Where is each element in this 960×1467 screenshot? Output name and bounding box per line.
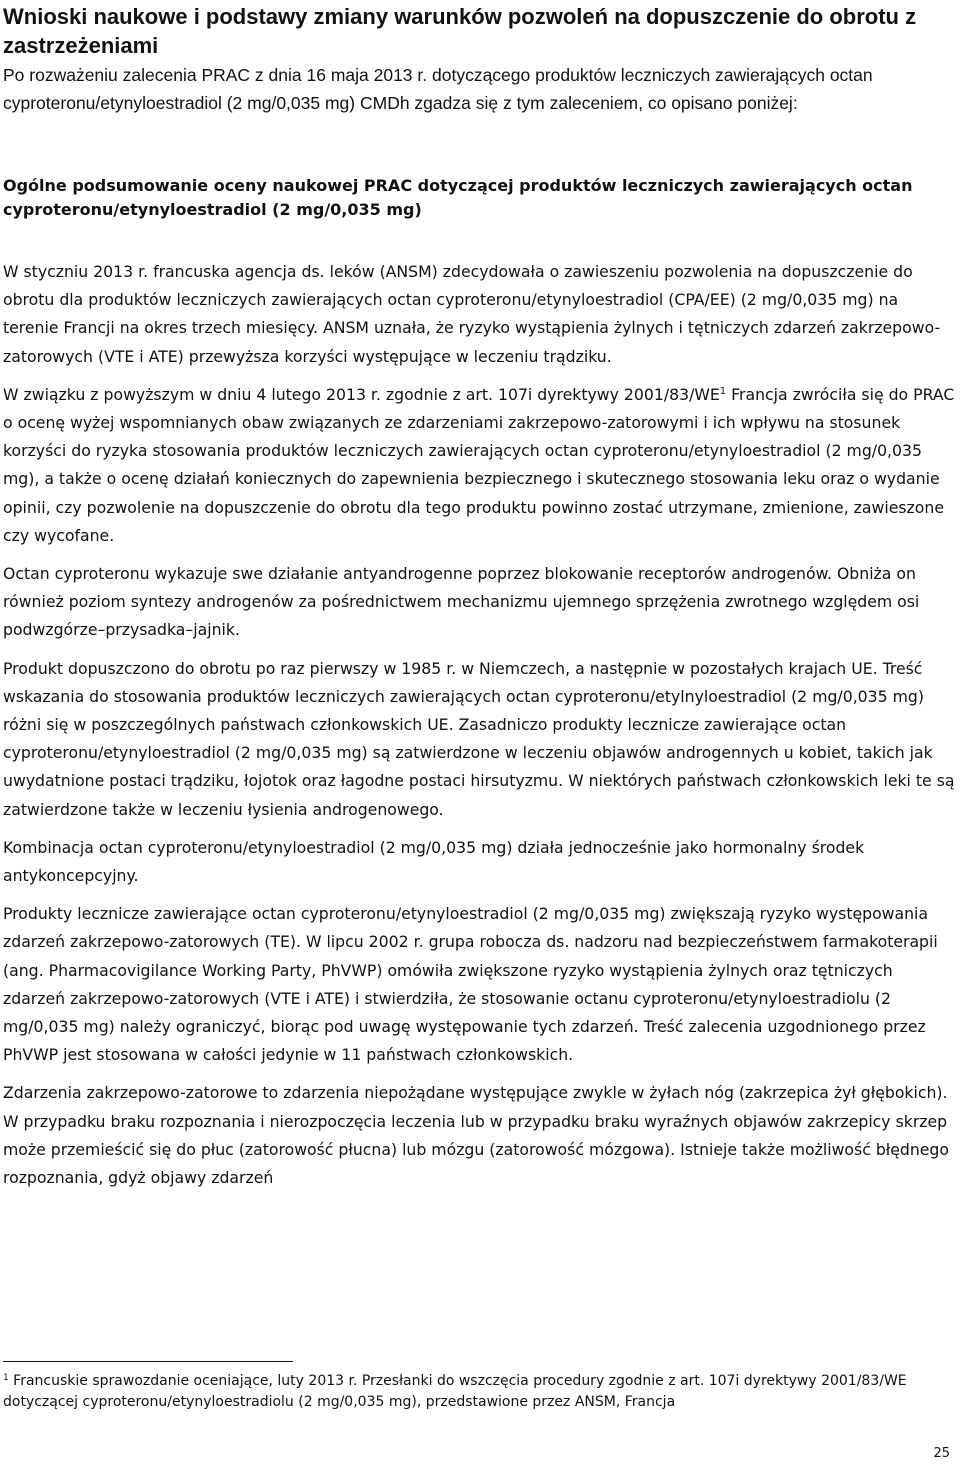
paragraph-mechanism: Octan cyproteronu wykazuje swe działanie antyandrogenne poprzez blokowanie receptorów androgenów. Obniża on również poziom syntezy androgenów za pośrednictwem mechanizmu ujemnego sprzężenia zwrotnego względem osi podwzgórze–przysadka–jajnik. xyxy=(3,564,920,640)
paragraph-contraceptive: Kombinacja octan cyproteronu/etynyloestradiol (2 mg/0,035 mg) działa jednocześnie jako hormonalny środek antykoncepcyjny. xyxy=(3,837,865,886)
intro-paragraph: Po rozważeniu zalecenia PRAC z dnia 16 maja 2013 r. dotyczącego produktów leczniczych zawierających octan cyproteronu/etynyloestradiol (2 mg/0,035 mg) CMDh zgadza się z tym zaleceniem, co opisano poniżej: xyxy=(3,65,873,113)
footnote xyxy=(3,1371,955,1413)
page-number: 25 xyxy=(933,1446,950,1461)
footnote-text: Francuskie sprawozdanie oceniające, luty 2013 r. Przesłanki do wszczęcia procedury zgodnie z art. 107i dyrektywy 2001/83/WE dotyczącej cyproteronu/etynyloestradiolu (2 mg/0,035 mg), przedstawione przez ANSM, Francja xyxy=(3,1373,907,1410)
paragraph-text-before-footnote: W związku z powyższym w dniu 4 lutego 2013 r. zgodnie z art. 107i dyrektywy 2001/83/WE xyxy=(3,384,720,404)
footnote-reference: 1 xyxy=(719,385,727,397)
summary-subheading: Ogólne podsumowanie oceny naukowej PRAC dotyczącej produktów leczniczych zawierających octan cyproteronu/etynyloestradiol (2 mg/0,035 mg) xyxy=(3,176,913,219)
paragraph-france-referral xyxy=(3,381,955,550)
paragraph-authorisation-history: Produkt dopuszczono do obrotu po raz pierwszy w 1985 r. w Niemczech, a następnie w pozostałych krajach UE. Treść wskazania do stosowania produktów leczniczych zawierających octan cyproteronu/etylnyloestradiol (2 mg/0,035 mg) różni się w poszczególnych państwach członkowskich UE. Zasadniczo produkty lecznicze zawierające octan cyproteronu/etynyloestradiol (2 mg/0,035 mg) są zatwierdzone w leczeniu objawów androgennych u kobiet, takich jak uwydatnione postaci trądziku, łojotok oraz łagodne postaci hirsutyzmu. W niektórych państwach członkowskich leki te są zatwierdzone także w leczeniu łysienia androgenowego. xyxy=(3,658,955,819)
footnote-divider xyxy=(3,1361,293,1362)
body-text xyxy=(3,258,955,1202)
section-heading: Wnioski naukowe i podstawy zmiany warunków pozwoleń na dopuszczenie do obrotu z zastrzeżeniami xyxy=(3,4,917,58)
footnote-marker: 1 xyxy=(3,1373,9,1383)
paragraph-text-after-footnote: Francja zwróciła się do PRAC o ocenę wyżej wspomnianych obaw związanych ze zdarzeniami zakrzepowo-zatorowymi i ich wpływu na stosunek korzyści do ryzyka stosowania produktów leczniczych zawierających octan cyproteronu/etynyloestradiol (2 mg/0,035 mg), a także o ocenę działań koniecznych do zapewnienia bezpiecznego i skutecznego stosowania leku oraz o wydanie opinii, czy pozwolenie na dopuszczenie do obrotu dla tego produktu powinno zostać utrzymane, zmienione, zawieszone czy wycofane. xyxy=(3,384,955,545)
paragraph-te-risk: Produkty lecznicze zawierające octan cyproteronu/etynyloestradiol (2 mg/0,035 mg) zwiększają ryzyko występowania zdarzeń zakrzepowo-zatorowych (TE). W lipcu 2002 r. grupa robocza ds. nadzoru nad bezpieczeństwem farmakoterapii (ang. Pharmacovigilance Working Party, PhVWP) omówiła zwiększone ryzyko wystąpienia żylnych oraz tętniczych zdarzeń zakrzepowo-zatorowych (VTE i ATE) i stwierdziła, że stosowanie octanu cyproteronu/etynyloestradiolu (2 mg/0,035 mg) należy ograniczyć, biorąc pod uwagę występowanie tych zdarzeń. Treść zalecenia uzgodnionego przez PhVWP jest stosowana w całości jedynie w 11 państwach członkowskich. xyxy=(3,904,938,1065)
paragraph-ansm-decision: W styczniu 2013 r. francuska agencja ds. leków (ANSM) zdecydowała o zawieszeniu pozwolenia na dopuszczenie do obrotu dla produktów leczniczych zawierających octan cyproteronu/etynyloestradiol (CPA/EE) (2 mg/0,035 mg) na terenie Francji na okres trzech miesięcy. ANSM uznała, że ryzyko wystąpienia żylnych i tętniczych zdarzeń zakrzepowo-zatorowych (VTE i ATE) przewyższa korzyści występujące w leczeniu trądziku. xyxy=(3,262,941,366)
paragraph-te-events: Zdarzenia zakrzepowo-zatorowe to zdarzenia niepożądane występujące zwykle w żyłach nóg (zakrzepica żył głębokich). W przypadku braku rozpoznania i nierozpoczęcia leczenia lub w przypadku braku wyraźnych objawów zakrzepicy skrzep może przemieścić się do płuc (zatorowość płucna) lub mózgu (zatorowość mózgowa). Istnieje także możliwość błędnego rozpoznania, gdyż objawy zdarzeń xyxy=(3,1083,949,1188)
